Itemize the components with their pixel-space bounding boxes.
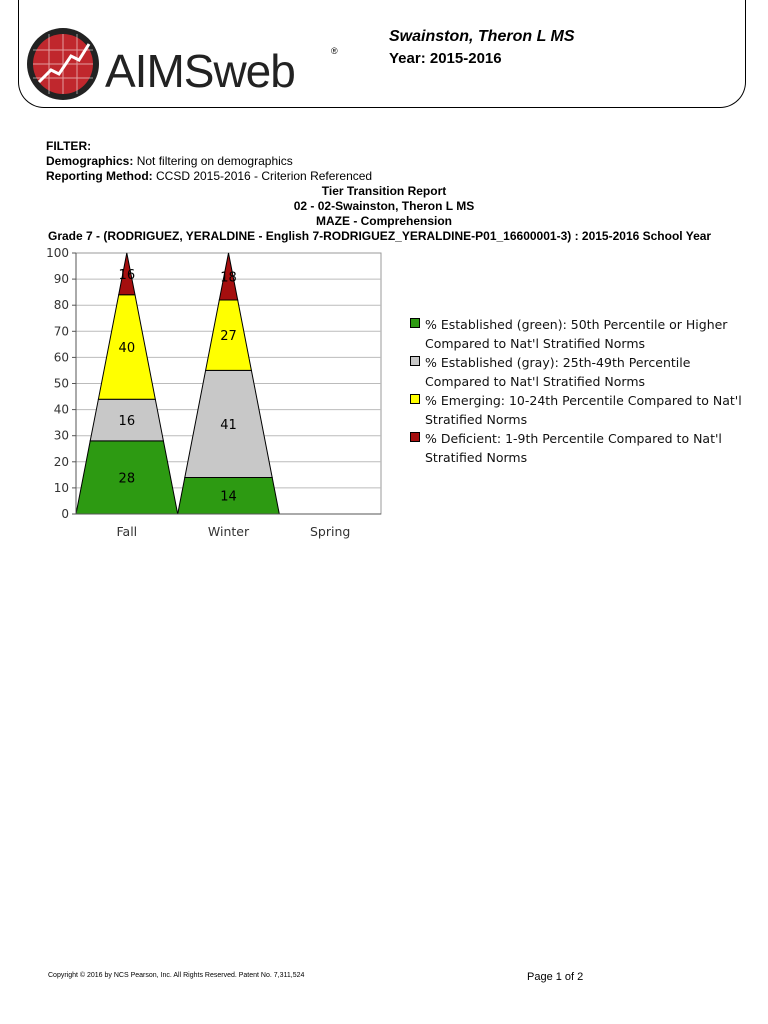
reporting-method-value: CCSD 2015-2016 - Criterion Referenced [156,169,373,183]
data-label: 40 [118,340,136,356]
data-label: 28 [118,471,136,487]
legend-label: % Established (green): 50th Percentile or Higher Compared to Nat'l Stratified Norms [425,317,728,351]
y-tick-label: 10 [53,480,69,495]
report-school-line: 02 - 02-Swainston, Theron L MS [293,199,475,213]
filter-block [46,139,372,184]
x-tick-label: Fall [116,524,138,539]
report-measure: MAZE - Comprehension [315,214,452,228]
filter-heading: FILTER: [46,139,92,153]
legend-item [410,430,750,467]
x-tick-label: Spring [309,524,351,539]
legend-label: % Deficient: 1-9th Percentile Compared to Nat'l Stratified Norms [425,431,722,465]
demographics-label: Demographics: [46,154,134,168]
data-label: 41 [220,417,237,433]
school-year: Year: 2015-2016 [389,50,502,67]
legend-swatch [410,318,420,328]
y-tick-label: 0 [61,507,69,521]
y-tick-label: 90 [53,272,69,287]
legend-label: % Emerging: 10-24th Percentile Compared to Nat'l Stratified Norms [425,393,742,427]
data-label: 14 [220,489,237,505]
y-tick-label: 50 [53,376,69,391]
y-tick-label: 80 [53,298,69,313]
y-tick-label: 70 [53,324,69,339]
legend-swatch [410,432,420,442]
data-label: 27 [220,329,237,345]
page-number: Page 1 of 2 [527,971,584,983]
school-name: Swainston, Theron L MS [389,28,575,45]
y-tick-label: 100 [46,246,69,260]
y-tick-label: 40 [53,402,69,417]
data-label: 16 [118,414,136,430]
y-tick-label: 60 [53,350,69,365]
legend-label: % Established (gray): 25th-49th Percentile Compared to Nat'l Stratified Norms [425,355,691,389]
legend-swatch [410,394,420,404]
logo-wordmark: AIMSweb [105,45,295,97]
aimsweb-logo-icon [25,26,101,102]
legend-item [410,392,750,429]
data-label: 18 [220,270,237,286]
reporting-method-label: Reporting Method: [46,169,153,183]
tier-transition-chart [30,244,400,546]
x-tick-label: Winter [207,524,250,539]
copyright-text: Copyright © 2016 by NCS Pearson, Inc. All Rights Reserved. Patent No. 7,311,524 [48,972,305,979]
report-title: Tier Transition Report [321,184,447,198]
y-tick-label: 30 [53,428,69,443]
y-tick-label: 20 [53,454,69,469]
registered-mark: ® [331,46,338,56]
report-grade-line: Grade 7 - (RODRIGUEZ, YERALDINE - English 7-RODRIGUEZ_YERALDINE-P01_16600001-3) : 2015-2016 School Year [48,229,712,243]
chart-legend [410,316,750,468]
demographics-value: Not filtering on demographics [136,154,293,168]
data-label: 16 [118,267,136,283]
legend-item [410,316,750,353]
legend-swatch [410,356,420,366]
legend-item [410,354,750,391]
